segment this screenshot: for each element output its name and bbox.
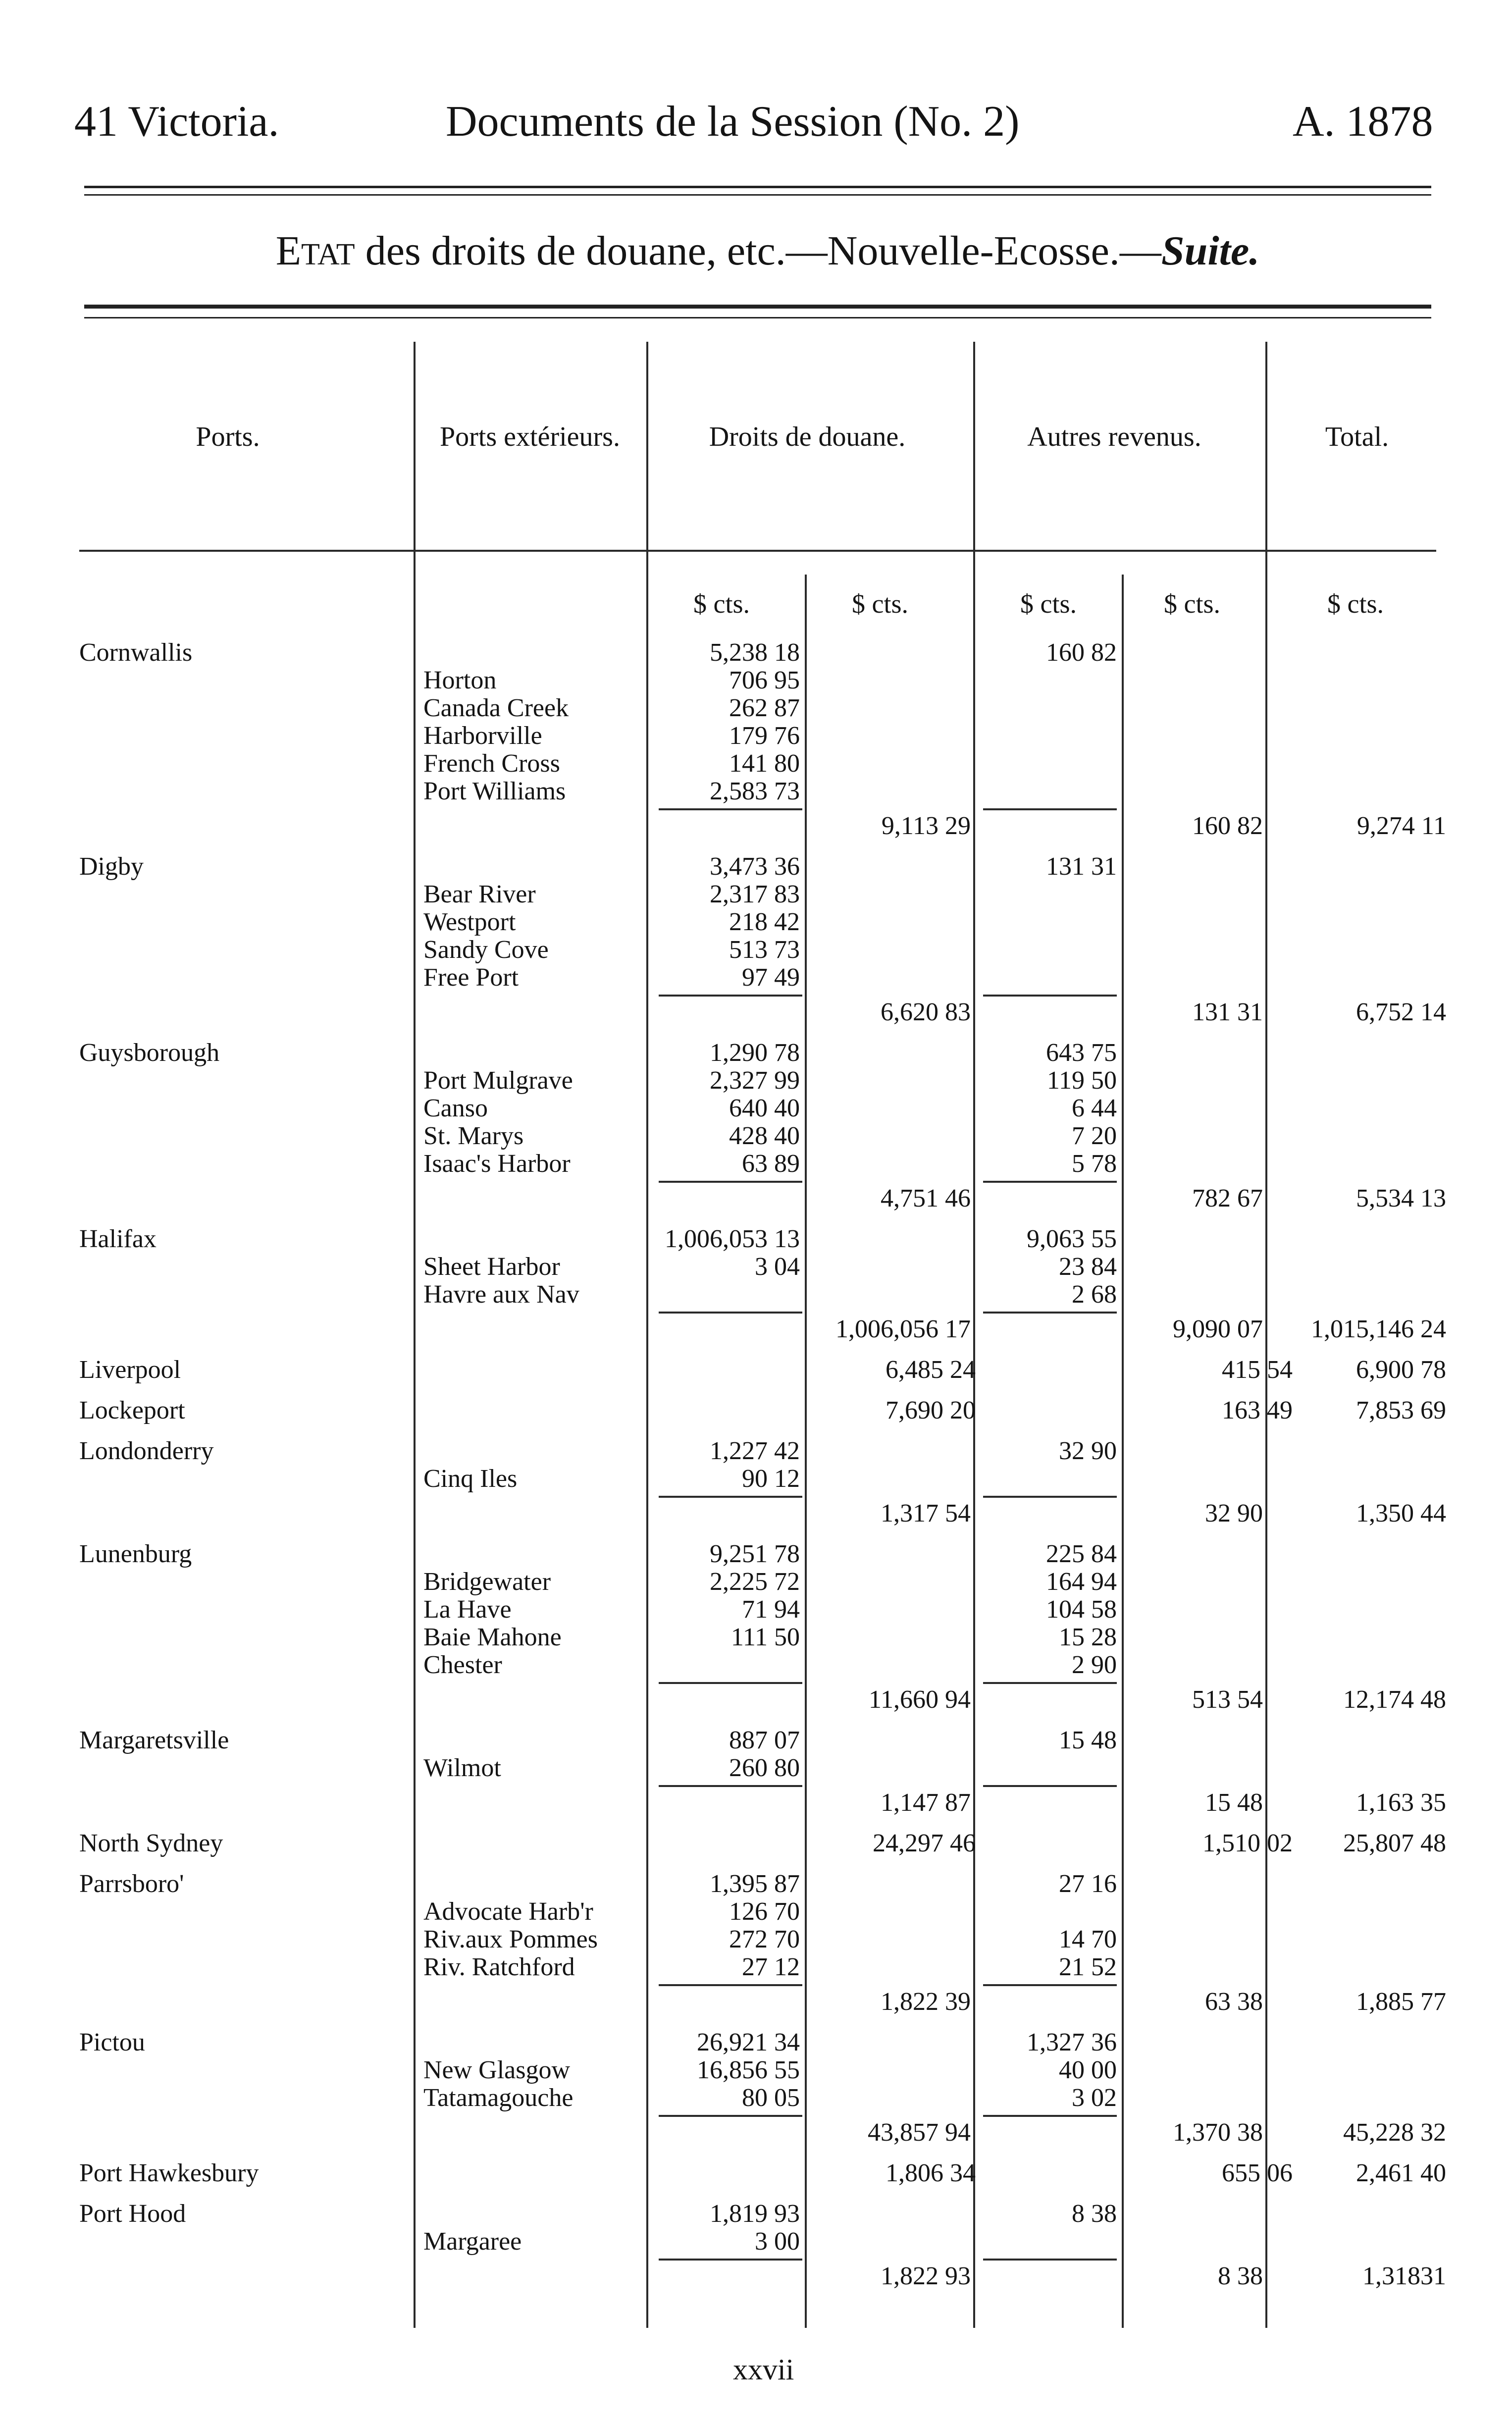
table-row: [0, 853, 1512, 881]
table-row: [0, 778, 1512, 805]
subtotal-rule: [659, 1682, 802, 1684]
table-row: [0, 2084, 1512, 2112]
autre-value: 104 58: [1046, 1595, 1117, 1624]
droit-value: 2,225 72: [710, 1568, 800, 1596]
droit-total: 1,822 93: [881, 2262, 971, 2290]
port-name: Halifax: [79, 1225, 156, 1253]
ext-port-name: Horton: [423, 666, 497, 694]
subtotal-rule: [659, 2115, 802, 2117]
ext-port-name: Advocate Harb'r: [423, 1897, 593, 1926]
autre-value: 1,327 36: [1027, 2028, 1117, 2056]
autre-total: 32 90: [1205, 1499, 1263, 1527]
table-row: [0, 1356, 1512, 1384]
droit-value: 26,921 34: [697, 2028, 800, 2056]
droit-value: 97 49: [742, 963, 800, 992]
subtotal-rule: [659, 1312, 802, 1314]
table-row: [0, 1039, 1512, 1067]
table-row: [0, 812, 1512, 840]
droit-total: 1,317 54: [881, 1499, 971, 1527]
autre-total: 655 06: [1222, 2159, 1293, 2187]
autre-value: 2 90: [1072, 1651, 1117, 1679]
subtotal-rule: [983, 2115, 1117, 2117]
droit-value: 179 76: [729, 722, 800, 750]
autre-total: 513 54: [1192, 1685, 1263, 1714]
port-name: Pictou: [79, 2028, 145, 2056]
subtotal-rule: [983, 1984, 1117, 1986]
unit-droit-total: $ cts.: [852, 589, 908, 619]
ext-port-name: Bear River: [423, 880, 536, 908]
table-row: [0, 694, 1512, 722]
port-name: Digby: [79, 852, 144, 881]
grand-total: 2,461 40: [1356, 2159, 1446, 2187]
subtotal-rule: [983, 808, 1117, 810]
table-row: [0, 2119, 1512, 2147]
ext-port-name: Free Port: [423, 963, 519, 992]
autre-value: 27 16: [1059, 1870, 1117, 1898]
table-row: [0, 1437, 1512, 1465]
col-droits-header: Droits de douane.: [709, 421, 906, 452]
droit-value: 1,227 42: [710, 1437, 800, 1465]
table-row: [0, 1568, 1512, 1596]
table-row: [0, 639, 1512, 667]
table-row: [0, 1540, 1512, 1568]
table-row: [0, 2200, 1512, 2228]
droit-value: 3 00: [755, 2227, 800, 2256]
autre-value: 23 84: [1059, 1253, 1117, 1281]
droit-value: 90 12: [742, 1465, 800, 1493]
table-row: [0, 2159, 1512, 2187]
port-name: Cornwallis: [79, 638, 193, 667]
table-row: [0, 1830, 1512, 1857]
ext-port-name: Isaac's Harbor: [423, 1150, 571, 1178]
grand-total: 1,31831: [1362, 2262, 1446, 2290]
grand-total: 1,163 35: [1356, 1789, 1446, 1817]
subtotal-rule: [983, 1496, 1117, 1498]
autre-value: 9,063 55: [1027, 1225, 1117, 1253]
ext-port-name: Canso: [423, 1094, 488, 1122]
autre-value: 119 50: [1046, 1066, 1117, 1095]
grand-total: 9,274 11: [1356, 812, 1446, 840]
ext-port-name: Cinq Iles: [423, 1465, 518, 1493]
autre-value: 5 78: [1072, 1150, 1117, 1178]
autre-value: 8 38: [1072, 2200, 1117, 2228]
droit-value: 218 42: [729, 908, 800, 936]
table-row: [0, 1926, 1512, 1953]
table-row: [0, 1225, 1512, 1253]
page-header: [74, 97, 1441, 151]
table-row: [0, 1754, 1512, 1782]
ext-port-name: La Have: [423, 1595, 512, 1624]
port-name: Lockeport: [79, 1396, 185, 1424]
autre-value: 6 44: [1072, 1094, 1117, 1122]
droit-value: 1,395 87: [710, 1870, 800, 1898]
droit-value: 27 12: [742, 1953, 800, 1981]
ext-port-name: Baie Mahone: [423, 1623, 562, 1651]
autre-value: 164 94: [1046, 1568, 1117, 1596]
table-row: [0, 964, 1512, 992]
header-right: A. 1878: [1293, 98, 1433, 146]
ext-port-name: Wilmot: [423, 1754, 501, 1782]
port-name: Londonderry: [79, 1437, 214, 1465]
table-row: [0, 667, 1512, 694]
table-row: [0, 936, 1512, 964]
droit-value: 5,238 18: [710, 638, 800, 667]
table-row: [0, 2029, 1512, 2056]
grand-total: 1,015,146 24: [1311, 1315, 1446, 1343]
unit-droit-detail: $ cts.: [693, 589, 750, 619]
autre-value: 7 20: [1072, 1122, 1117, 1150]
table-row: [0, 1624, 1512, 1651]
header-rule-bottom: [84, 194, 1431, 196]
droit-value: 513 73: [729, 936, 800, 964]
unit-autre-total: $ cts.: [1164, 589, 1220, 619]
table-row: [0, 2262, 1512, 2290]
header-center: Documents de la Session (No. 2): [446, 98, 1020, 146]
autre-value: 21 52: [1059, 1953, 1117, 1981]
droit-value: 262 87: [729, 694, 800, 722]
autre-total: 1,510 02: [1202, 1829, 1293, 1857]
droit-value: 63 89: [742, 1150, 800, 1178]
droit-value: 16,856 55: [697, 2056, 800, 2084]
col-ext-header: Ports extérieurs.: [440, 421, 620, 452]
table-row: [0, 1596, 1512, 1624]
table-row: [0, 1898, 1512, 1926]
ext-port-name: New Glasgow: [423, 2056, 571, 2084]
table-row: [0, 1281, 1512, 1309]
table-row: [0, 1988, 1512, 2016]
port-name: Lunenburg: [79, 1540, 192, 1568]
droit-total: 9,113 29: [881, 812, 971, 840]
table-row: [0, 1953, 1512, 1981]
subtotal-rule: [659, 1496, 802, 1498]
autre-total: 160 82: [1192, 812, 1263, 840]
autre-total: 163 49: [1222, 1396, 1293, 1424]
grand-total: 6,900 78: [1356, 1356, 1446, 1384]
droit-value: 2,327 99: [710, 1066, 800, 1095]
autre-value: 643 75: [1046, 1039, 1117, 1067]
autre-total: 63 38: [1205, 1988, 1263, 2016]
grand-total: 7,853 69: [1356, 1396, 1446, 1424]
table-row: [0, 1315, 1512, 1343]
header-separator: [79, 550, 1436, 552]
subtotal-rule: [659, 1181, 802, 1183]
droit-total: 43,857 94: [868, 2118, 971, 2147]
grand-total: 45,228 32: [1343, 2118, 1446, 2147]
table-row: [0, 2056, 1512, 2084]
subtotal-rule: [659, 995, 802, 997]
table-row: [0, 722, 1512, 750]
ext-port-name: Canada Creek: [423, 694, 569, 722]
autre-value: 15 28: [1059, 1623, 1117, 1651]
header-rule-top: [84, 186, 1431, 188]
unit-autre-detail: $ cts.: [1020, 589, 1077, 619]
droit-total: 7,690 20: [886, 1396, 976, 1424]
autre-total: 9,090 07: [1173, 1315, 1263, 1343]
title-lead-big: E: [275, 228, 301, 274]
droit-total: 6,620 83: [881, 998, 971, 1026]
grand-total: 12,174 48: [1343, 1685, 1446, 1714]
subtotal-rule: [983, 2259, 1117, 2261]
droit-value: 1,819 93: [710, 2200, 800, 2228]
port-name: Liverpool: [79, 1356, 181, 1384]
autre-total: 8 38: [1218, 2262, 1263, 2290]
subtotal-rule: [983, 1682, 1117, 1684]
title-suite: Suite.: [1161, 228, 1260, 274]
subtotal-rule: [659, 1984, 802, 1986]
ext-port-name: Chester: [423, 1651, 502, 1679]
autre-value: 131 31: [1046, 852, 1117, 881]
droit-value: 111 50: [730, 1623, 800, 1651]
droit-total: 11,660 94: [868, 1685, 971, 1714]
table-row: [0, 1397, 1512, 1424]
title-main: des droits de douane, etc.—Nouvelle-Ecosse.—: [355, 228, 1161, 274]
subtotal-rule: [983, 1785, 1117, 1787]
table-row: [0, 2228, 1512, 2256]
ext-port-name: French Cross: [423, 749, 560, 778]
droit-value: 272 70: [729, 1925, 800, 1953]
ext-port-name: Havre aux Nav: [423, 1280, 579, 1309]
table-row: [0, 1651, 1512, 1679]
droit-value: 1,290 78: [710, 1039, 800, 1067]
autre-value: 15 48: [1059, 1726, 1117, 1754]
port-name: Port Hood: [79, 2200, 186, 2228]
droit-value: 126 70: [729, 1897, 800, 1926]
subtotal-rule: [659, 808, 802, 810]
port-name: Parrsboro': [79, 1870, 184, 1898]
autre-total: 415 54: [1222, 1356, 1293, 1384]
ext-port-name: Sandy Cove: [423, 936, 549, 964]
droit-value: 428 40: [729, 1122, 800, 1150]
table-row: [0, 1870, 1512, 1898]
autre-value: 225 84: [1046, 1540, 1117, 1568]
ext-port-name: Port Mulgrave: [423, 1066, 573, 1095]
ext-port-name: Harborville: [423, 722, 542, 750]
table-row: [0, 1095, 1512, 1122]
droit-value: 2,583 73: [710, 777, 800, 805]
ext-port-name: Riv.aux Pommes: [423, 1925, 598, 1953]
ext-port-name: Riv. Ratchford: [423, 1953, 575, 1981]
ext-port-name: Westport: [423, 908, 516, 936]
autre-total: 782 67: [1192, 1184, 1263, 1212]
subtotal-rule: [659, 1785, 802, 1787]
table-row: [0, 1185, 1512, 1212]
droit-total: 4,751 46: [881, 1184, 971, 1212]
droit-total: 1,806 34: [886, 2159, 976, 2187]
grand-total: 1,885 77: [1356, 1988, 1446, 2016]
table-title: [74, 227, 1461, 275]
subtotal-rule: [983, 1181, 1117, 1183]
table-row: [0, 1465, 1512, 1493]
droit-value: 71 94: [742, 1595, 800, 1624]
col-total-header: Total.: [1325, 421, 1389, 452]
autre-value: 3 02: [1072, 2084, 1117, 2112]
subtotal-rule: [659, 2259, 802, 2261]
grand-total: 5,534 13: [1356, 1184, 1446, 1212]
droit-value: 887 07: [729, 1726, 800, 1754]
autre-total: 1,370 38: [1173, 2118, 1263, 2147]
table-row: [0, 881, 1512, 908]
droit-value: 260 80: [729, 1754, 800, 1782]
droit-value: 640 40: [729, 1094, 800, 1122]
autre-value: 40 00: [1059, 2056, 1117, 2084]
grand-total: 25,807 48: [1343, 1829, 1446, 1857]
droit-value: 80 05: [742, 2084, 800, 2112]
table-row: [0, 908, 1512, 936]
title-lead-small: TAT: [301, 238, 355, 271]
table-row: [0, 1067, 1512, 1095]
grand-total: 1,350 44: [1356, 1499, 1446, 1527]
unit-grand-total: $ cts.: [1327, 589, 1384, 619]
grand-total: 6,752 14: [1356, 998, 1446, 1026]
port-name: Guysborough: [79, 1039, 220, 1067]
autre-value: 160 82: [1046, 638, 1117, 667]
droit-value: 2,317 83: [710, 880, 800, 908]
autre-value: 14 70: [1059, 1925, 1117, 1953]
droit-value: 141 80: [729, 749, 800, 778]
col-ports-header: Ports.: [196, 421, 260, 452]
droit-total: 1,147 87: [881, 1789, 971, 1817]
autre-total: 15 48: [1205, 1789, 1263, 1817]
droit-total: 24,297 46: [873, 1829, 976, 1857]
table-row: [0, 999, 1512, 1026]
autre-value: 2 68: [1072, 1280, 1117, 1309]
table-row: [0, 1686, 1512, 1714]
ext-port-name: Sheet Harbor: [423, 1253, 560, 1281]
autre-value: 32 90: [1059, 1437, 1117, 1465]
ext-port-name: St. Marys: [423, 1122, 524, 1150]
table-row: [0, 750, 1512, 778]
table-row: [0, 1122, 1512, 1150]
subtotal-rule: [983, 1312, 1117, 1314]
title-rule-bottom: [84, 317, 1431, 318]
port-name: North Sydney: [79, 1829, 223, 1857]
ext-port-name: Port Williams: [423, 777, 566, 805]
col-autres-header: Autres revenus.: [1027, 421, 1201, 452]
droit-value: 3,473 36: [710, 852, 800, 881]
port-name: Port Hawkesbury: [79, 2159, 259, 2187]
title-rule-top: [84, 305, 1431, 309]
table-row: [0, 1150, 1512, 1178]
ext-port-name: Bridgewater: [423, 1568, 551, 1596]
table-row: [0, 1253, 1512, 1281]
port-name: Margaretsville: [79, 1726, 229, 1754]
droit-value: 706 95: [729, 666, 800, 694]
table-row: [0, 1789, 1512, 1817]
ext-port-name: Tatamagouche: [423, 2084, 574, 2112]
ext-port-name: Margaree: [423, 2227, 522, 2256]
droit-total: 1,006,056 17: [835, 1315, 971, 1343]
droit-value: 9,251 78: [710, 1540, 800, 1568]
subtotal-rule: [983, 995, 1117, 997]
droit-value: 1,006,053 13: [665, 1225, 800, 1253]
droit-total: 1,822 39: [881, 1988, 971, 2016]
autre-total: 131 31: [1192, 998, 1263, 1026]
header-left: 41 Victoria.: [74, 98, 279, 146]
droit-value: 3 04: [755, 1253, 800, 1281]
table-row: [0, 1500, 1512, 1527]
droit-total: 6,485 24: [886, 1356, 976, 1384]
table-row: [0, 1727, 1512, 1754]
page-number: xxvii: [733, 2353, 794, 2386]
